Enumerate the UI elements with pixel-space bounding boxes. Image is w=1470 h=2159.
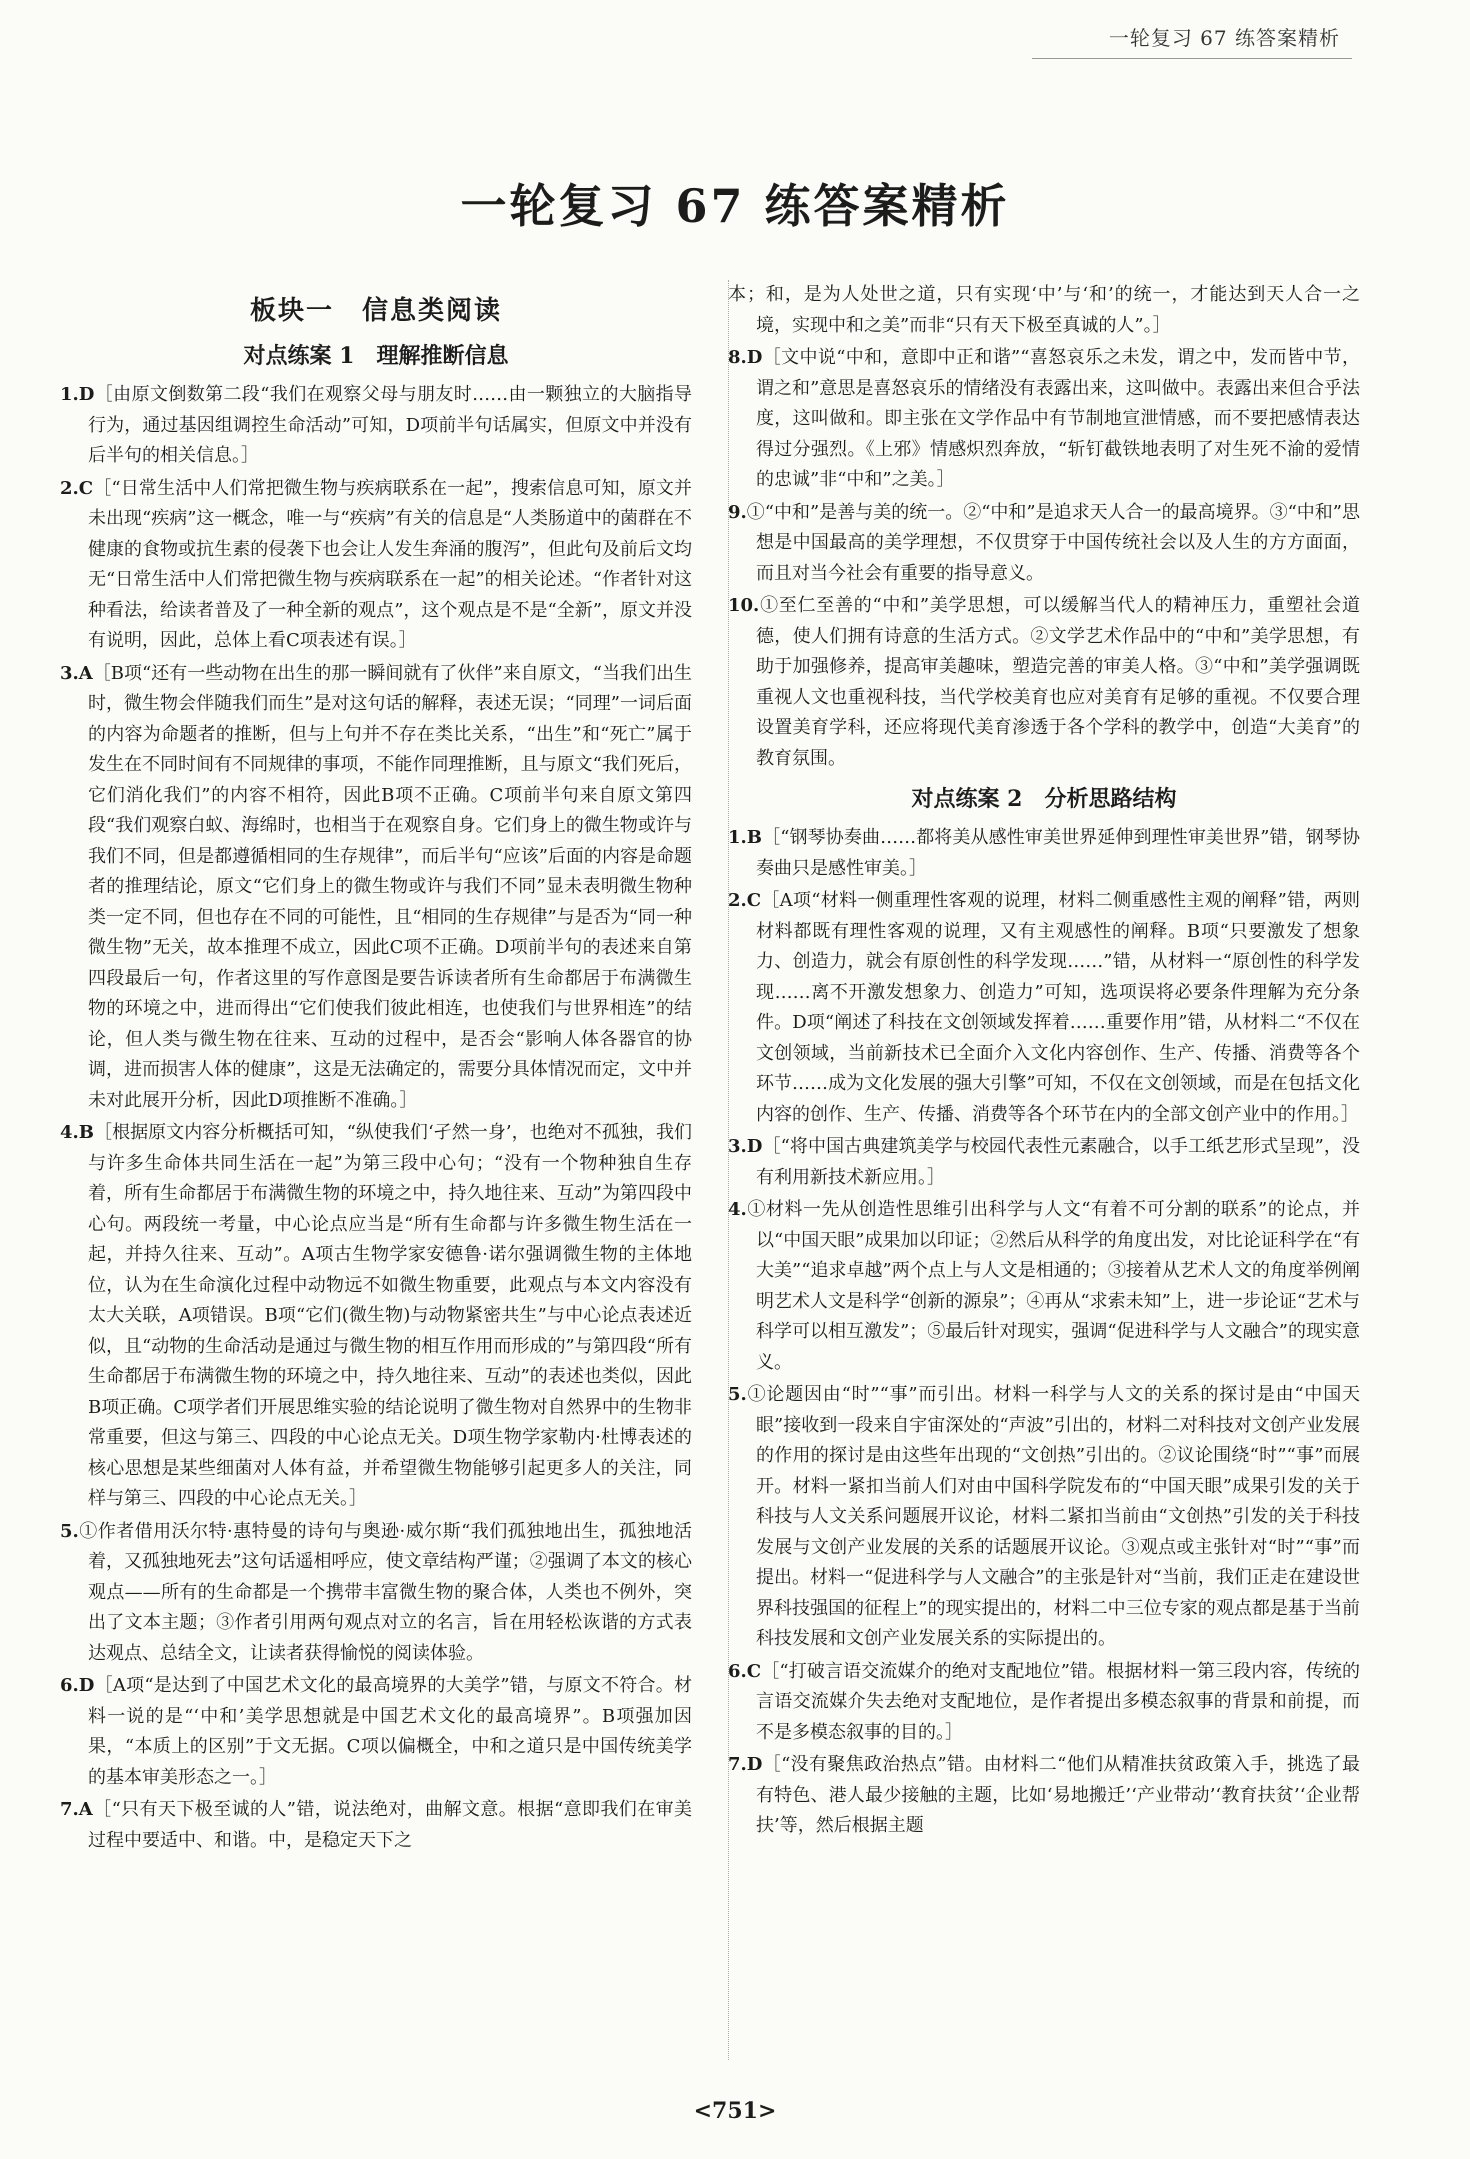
left-column — [60, 280, 692, 2080]
answer-text: ［根据原文内容分析概括可知，“纵使我们‘孑然一身’，也绝对不孤独，我们与许多生命体共同生活在一起”为第三段中心句；“没有一个物种独自生存着，所有生命都居于布满微生物的环境之中，持久地往来、互动”为第四段中心句。两段统一考量，中心论点应当是“所有生命都与许多微生物生活在一起，并持久往来、互动”。A项古生物学家安德鲁·诺尔强调微生物的主体地位，认为在生命演化过程中动物远不如微生物重要，此观点与本文内容没有太大关联，A项错误。B项“它们(微生物)与动物紧密共生”与中心论点表述近似，且“动物的生命活动是通过与微生物的相互作用而形成的”与第四段“所有生命都居于布满微生物的环境之中，持久地往来、互动”的表述也类似，因此B项正确。C项学者们开展思维实验的结论说明了微生物对自然界中的生物非常重要，但这与第三、四段的中心论点无关。D项生物学家勒内·杜博表述的核心思想是某些细菌对人体有益，并希望微生物能够引起更多人的关注，同样与第三、四段的中心论点无关。］ — [88, 1122, 692, 1509]
answer-text: ［A项“材料一侧重理性客观的说理，材料二侧重感性主观的阐释”错，两则材料都既有理性客观的说理，又有主观感性的阐释。B项“只要激发了想象力、创造力，就会有原创性的科学发现……”错，从材料一“原创性的科学发现……离不开激发想象力、创造力”可知，选项误将必要条件理解为充分条件。D项“阐述了科技在文创领域发挥着……重要作用”错，从材料二“不仅在文创领域，当前新技术已全面介入文化内容创作、生产、传播、消费等各个环节……成为文化发展的强大引擎”可知，不仅在文创领域，而是在包括文化内容的创作、生产、传播、消费等各个环节在内的全部文创产业中的作用。］ — [756, 890, 1360, 1125]
answer-text: ［A项“是达到了中国艺术文化的最高境界的大美学”错，与原文不符合。材料一说的是“‘中和’美学思想就是中国艺术文化的最高境界”。B项强加因果，“本质上的区别”于文无据。C项以偏概全，中和之道只是中国传统美学的基本审美形态之一。］ — [88, 1675, 692, 1788]
answer-number: 8.D — [728, 347, 763, 368]
answer-text: ［“只有天下极至诚的人”错，说法绝对，曲解文意。根据“意即我们在审美过程中要适中、和谐。中，是稳定天下之 — [88, 1799, 692, 1851]
sub-title-2: 对点练案 2 分析思路结构 — [911, 786, 1177, 812]
right-items-b — [728, 823, 1360, 1842]
answer-number: 2.C — [728, 890, 762, 911]
answer-text: 本；和，是为人处世之道，只有实现‘中’与‘和’的统一，才能达到天人合一之境，实现中和之美”而非“只有天下极至真诚的人”。］ — [728, 284, 1360, 336]
answer-item — [728, 1380, 1360, 1655]
answer-number: 3.D — [728, 1136, 763, 1157]
section-title: 板块一 信息类阅读 — [249, 296, 502, 326]
answer-text: ［B项“还有一些动物在出生的那一瞬间就有了伙伴”来自原文，“当我们出生时，微生物会伴随我们而生”是对这句话的解释，表述无误；“同理”一词后面的内容为命题者的推断，但与上句并不存在类比关系，“出生”和“死亡”属于发生在不同时间有不同规律的事项，不能作同理推断，且与原文“我们死后，它们消化我们”的内容不相符，因此B项不正确。C项前半句来自原文第四段“我们观察白蚁、海绵时，也相当于在观察自身。它们身上的微生物或许与我们不同，但是都遵循相同的生存规律”，而后半句“应该”后面的内容是命题者的推理结论，原文“它们身上的微生物或许与我们不同”显未表明微生物种类一定不同，但也存在不同的可能性，且“相同的生存规律”与是否为“同一种微生物”无关，故本推理不成立，因此C项不正确。D项前半句的表述来自第四段最后一句，作者这里的写作意图是要告诉读者所有生命都居于布满微生物的环境之中，进而得出“它们使我们彼此相连，也使我们与世界相连”的结论，但人类与微生物在往来、互动的过程中，是否会“影响人体各器官的协调，进而损害人体的健康”，这是无法确定的，需要分具体情况而定，文中并未对此展开分析，因此D项推断不准确。］ — [88, 662, 692, 1111]
left-items — [60, 380, 692, 1856]
answer-number: 9. — [728, 501, 747, 523]
running-header: 一轮复习 67 练答案精析 — [1108, 26, 1340, 50]
answer-text: ［“没有聚焦政治热点”错。由材料二“他们从精准扶贫政策入手，挑选了最有特色、港人最少接触的主题，比如‘易地搬迁’‘产业带动’‘教育扶贫’‘企业帮扶’等，然后根据主题 — [756, 1754, 1360, 1836]
answer-item — [728, 498, 1360, 590]
answer-number: 5. — [728, 1384, 747, 1405]
answer-text: ①材料一先从创造性思维引出科学与人文“有着不可分割的联系”的论点，并以“中国天眼”成果加以印证；②然后从科学的角度出发，对比论证科学在“有大美”“追求卓越”两个点上与人文是相通的；③接着从艺术人文的角度举例阐明艺术人文是科学“创新的源泉”；④再从“求索未知”上，进一步论证“艺术与科学可以相互激发”；⑤最后针对现实，强调“促进科学与人文融合”的现实意义。 — [746, 1199, 1360, 1373]
answer-number: 2.C — [60, 477, 94, 499]
answer-number: 6.C — [728, 1660, 762, 1682]
answer-item — [728, 1195, 1360, 1378]
page-number: <751> — [693, 2098, 777, 2124]
answer-text: ［文中说“中和，意即中正和谐”“喜怒哀乐之未发，谓之中，发而皆中节，谓之和”意思是喜怒哀乐的情绪没有表露出来，这叫做中。表露出来但合乎法度，这叫做和。即主张在文学作品中有节制地宣泄情感，而不要把感情表达得过分强烈。《上邪》情感炽烈奔放，“斩钉截铁地表明了对生死不渝的爱情的忠诚”非“中和”之美。］ — [756, 347, 1360, 490]
answer-item — [728, 1132, 1360, 1193]
answer-text: ［“将中国古典建筑美学与校园代表性元素融合，以手工纸艺形式呈现”，没有利用新技术新应用。］ — [756, 1136, 1360, 1188]
answer-item — [60, 1795, 692, 1856]
answer-number: 4.B — [60, 1122, 95, 1143]
answer-item — [728, 886, 1360, 1130]
answer-item — [728, 591, 1360, 774]
answer-text: ［由原文倒数第二段“我们在观察父母与朋友时……由一颗独立的大脑指导行为，通过基因组调控生命活动”可知，D项前半句话属实，但原文中并没有后半句的相关信息。］ — [88, 384, 692, 466]
header-rule — [1032, 58, 1352, 59]
answer-number: 4. — [728, 1199, 747, 1220]
answer-item — [728, 823, 1360, 884]
answer-item — [60, 1118, 692, 1515]
answer-item — [60, 1671, 692, 1793]
answer-item — [728, 343, 1360, 496]
sub-title-1: 对点练案 1 理解推断信息 — [243, 343, 509, 369]
answer-item — [728, 280, 1360, 341]
answer-number: 5. — [60, 1520, 79, 1542]
columns — [60, 280, 1360, 2080]
answer-number: 6.D — [60, 1675, 95, 1696]
answer-item — [728, 1657, 1360, 1749]
answer-number: 10. — [728, 595, 760, 616]
answer-text: ①至仁至善的“中和”美学思想，可以缓解当代人的精神压力，重塑社会道德，使人们拥有诗意的生活方式。②文学艺术作品中的“中和”美学思想，有助于加强修养，提高审美趣味，塑造完善的审美人格。③“中和”美学强调既重视人文也重视科技，当代学校美育也应对美育有足够的重视。不仅要合理设置美育学科，还应将现代美育渗透于各个学科的教学中，创造“大美育”的教育氛围。 — [756, 595, 1360, 769]
answer-text: ①“中和”是善与美的统一。②“中和”是追求天人合一的最高境界。③“中和”思想是中国最高的美学理想，不仅贯穿于中国传统社会以及人生的方方面面，而且对当今社会有重要的指导意义。 — [746, 501, 1360, 584]
answer-number: 1.B — [728, 827, 763, 848]
right-items-a — [728, 280, 1360, 774]
answer-item — [60, 380, 692, 472]
answer-number: 3.A — [60, 662, 93, 684]
answer-number: 1.D — [60, 384, 95, 405]
page-title: 一轮复习 67 练答案精析 — [460, 179, 1010, 233]
answer-text: ①作者借用沃尔特·惠特曼的诗句与奥逊·威尔斯“我们孤独地出生，孤独地活着，又孤独地死去”这句话遥相呼应，使文章结构严谨；②强调了本文的核心观点——所有的生命都是一个携带丰富微生物的聚合体，人类也不例外，突出了文本主题；③作者引用两句观点对立的名言，旨在用轻松诙谐的方式表达观点、总结全文，让读者获得愉悦的阅读体验。 — [78, 1520, 692, 1664]
answer-text: ［“钢琴协奏曲……都将美从感性审美世界延伸到理性审美世界”错，钢琴协奏曲只是感性审美。］ — [756, 827, 1360, 879]
answer-item — [60, 659, 692, 1117]
answer-number: 7.A — [60, 1799, 93, 1820]
answer-item — [60, 1517, 692, 1670]
answer-text: ［“日常生活中人们常把微生物与疾病联系在一起”，搜索信息可知，原文并未出现“疾病”这一概念，唯一与“疾病”有关的信息是“人类肠道中的菌群在不健康的食物或抗生素的侵袭下也会让人发生奔涌的腹泻”，但此句及前后文均无“日常生活中人们常把微生物与疾病联系在一起”的相关论述。“作者针对这种看法，给读者普及了一种全新的观点”，这个观点是不是“全新”，原文并没有说明，因此，总体上看C项表述有误。］ — [88, 477, 692, 651]
answer-text: ①论题因由“时”“事”而引出。材料一科学与人文的关系的探讨是由“中国天眼”接收到一段来自宇宙深处的“声波”引出的，材料二对科技对文创产业发展的作用的探讨是由这些年出现的“文创热”引出的。②议论围绕“时”“事”而展开。材料一紧扣当前人们对由中国科学院发布的“中国天眼”成果引发的关于科技与人文关系问题展开议论，材料二紧扣当前由“文创热”引发的关于科技发展与文创产业发展的关系的话题展开议论。③观点或主张针对“时”“事”而提出。材料一“促进科学与人文融合”的主张是针对“当前，我们正走在建设世界科技强国的征程上”的现实提出的，材料二中三位专家的观点都是基于当前科技发展和文创产业发展关系的实际提出的。 — [746, 1384, 1360, 1649]
right-column — [728, 280, 1360, 2080]
answer-item — [728, 1750, 1360, 1842]
answer-item — [60, 474, 692, 657]
answer-text: ［“打破言语交流媒介的绝对支配地位”错。根据材料一第三段内容，传统的言语交流媒介失去绝对支配地位，是作者提出多模态叙事的背景和前提，而不是多模态叙事的目的。］ — [756, 1660, 1360, 1743]
answer-number: 7.D — [728, 1754, 763, 1775]
